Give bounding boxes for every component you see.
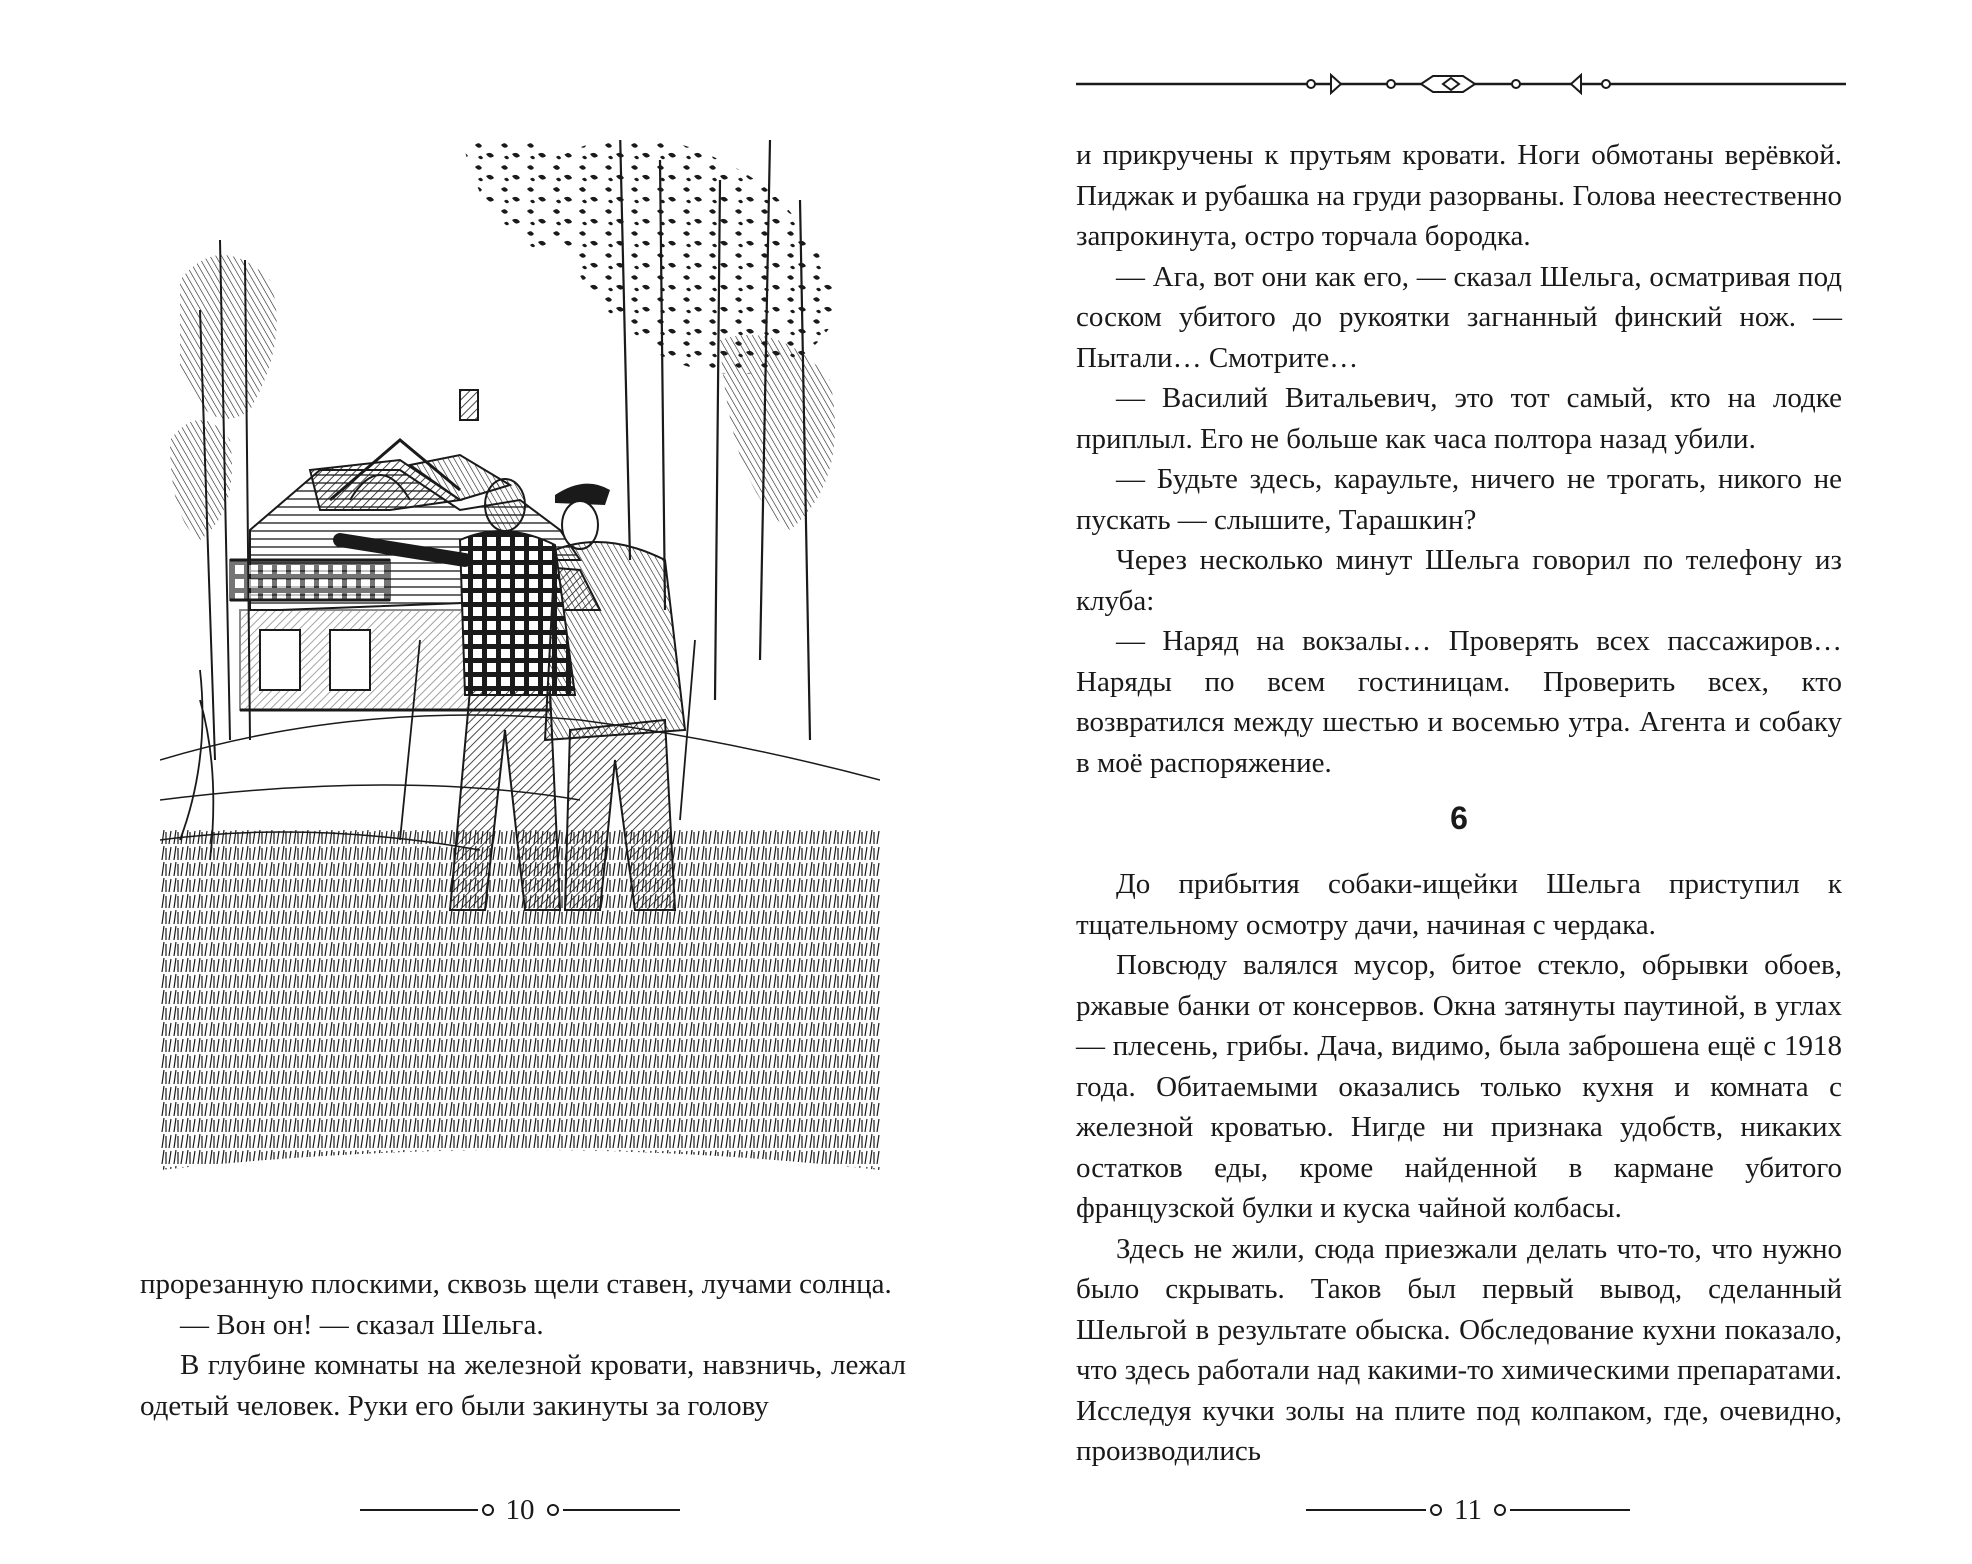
- paragraph: — Ага, вот они как его, — сказал Шельга, осматривая под соском убитого до рукоятки загнанный финский нож. — Пытали… Смотрите…: [1076, 260, 1842, 374]
- ornament-rule: [360, 1509, 478, 1511]
- chapter-number: 6: [1450, 800, 1468, 836]
- paragraph: — Василий Витальевич, это тот самый, кто на лодке приплыл. Его не больше как часа полтора назад убили.: [1076, 382, 1842, 455]
- right-page-chapter-text: [1076, 864, 1842, 1472]
- ornament-dot: [482, 1504, 494, 1516]
- ornament-dot: [1430, 1504, 1442, 1516]
- paragraph: Здесь не жили, сюда приезжали делать что-то, что нужно было скрывать. Таков был первый вывод, сделанный Шельгой в результате обыска. Обследование кухни показало, что здесь работали над какими-то химическими препаратами. Исследуя кучки золы на плите под колпаком, где, очевидно, производились: [1076, 1232, 1842, 1467]
- ink-drawing: [160, 140, 880, 1220]
- page-number-footer: [360, 1492, 680, 1528]
- page-number: 10: [505, 1493, 535, 1526]
- paragraph: — Вон он! — сказал Шельга.: [180, 1308, 544, 1341]
- right-page-text: [1076, 135, 1842, 783]
- paragraph: Повсюду валялся мусор, битое стекло, обрывки обоев, ржавые банки от консервов. Окна затянуты паутиной, в углах — плесень, грибы. Дача, видимо, была заброшена ещё с 1918 года. Обитаемыми оказались только кухня и комната с железной кроватью. Нигде ни признака удобств, никаких остатков еды, кроме найденной в кармане убитого французской булки и куска чайной колбасы.: [1076, 949, 1842, 1224]
- paragraph: и прикручены к прутьям кровати. Ноги обмотаны верёвкой. Пиджак и рубашка на груди разорваны. Голова неестественно запрокинута, остро торчала бородка.: [1076, 139, 1842, 252]
- paragraph: — Будьте здесь, караульте, ничего не трогать, никого не пускать — слышите, Тарашкин?: [1076, 463, 1842, 536]
- ornament-dot: [1494, 1504, 1506, 1516]
- ornament-rule: [1510, 1509, 1630, 1511]
- ornament-rule: [1306, 1509, 1426, 1511]
- paragraph: — Наряд на вокзалы… Проверять всех пассажиров… Наряды по всем гостиницам. Проверить всех, кто возвратился между шестью и восемью утра. Агента и собаку в моё распоряжение.: [1076, 625, 1842, 779]
- illustration-dacha-scene: [160, 140, 880, 1220]
- ornament-rule: [563, 1509, 681, 1511]
- header-ornament: [1076, 70, 1846, 98]
- paragraph: прорезанную плоскими, сквозь щели ставен, лучами солнца.: [140, 1268, 892, 1300]
- page-number: 11: [1454, 1493, 1482, 1526]
- paragraph: В глубине комнаты на железной кровати, навзничь, лежал одетый человек. Руки его были закинуты за голову: [140, 1349, 906, 1422]
- left-page-text: [140, 1264, 906, 1426]
- right-page: [986, 0, 1972, 1564]
- paragraph: До прибытия собаки-ищейки Шельга приступил к тщательному осмотру дачи, начиная с чердака.: [1076, 868, 1842, 941]
- page-number-footer: [1306, 1492, 1630, 1528]
- ornament-dot: [547, 1504, 559, 1516]
- paragraph: Через несколько минут Шельга говорил по телефону из клуба:: [1076, 544, 1842, 617]
